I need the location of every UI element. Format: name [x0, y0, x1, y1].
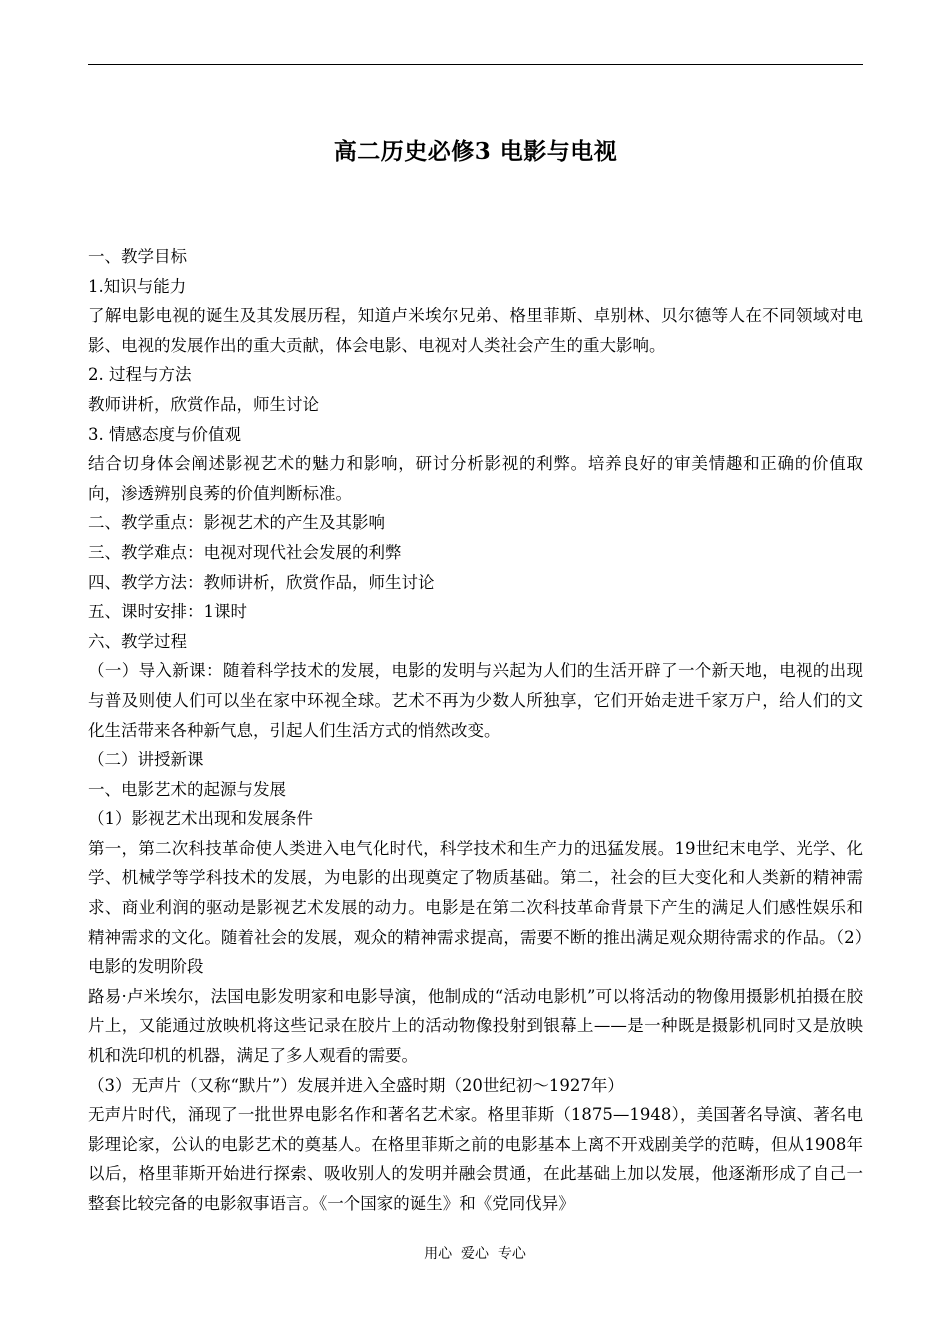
document-title: 高二历史必修3 电影与电视	[333, 138, 618, 165]
subheading-film-origin: 一、电影艺术的起源与发展	[88, 779, 286, 799]
header-rule	[88, 64, 863, 65]
subheading-new-lesson: （二）讲授新课	[88, 750, 204, 770]
subheading-knowledge: 1.知识与能力	[88, 276, 187, 296]
teaching-focus: 二、教学重点：影视艺术的产生及其影响	[88, 513, 385, 533]
subheading-silent-film: （3）无声片（又称“默片”）发展并进入全盛时期（20世纪初～1927年）	[88, 1075, 624, 1095]
paragraph-introduction: （一）导入新课：随着科学技术的发展，电影的发明与兴起为人们的生活开辟了一个新天地，电视的出现与普及则使人们可以坐在家中环视全球。艺术不再为少数人所独享，它们开始走进千家万户，给人们的文化生活带来各种新气息，引起人们生活方式的悄然改变。	[88, 661, 863, 740]
class-schedule: 五、课时安排：1课时	[88, 602, 247, 622]
document-body	[88, 242, 863, 1219]
page-footer: 用心 爱心 专心	[424, 1246, 526, 1262]
subheading-values: 3. 情感态度与价值观	[88, 424, 241, 444]
teaching-method: 四、教学方法：教师讲析，欣赏作品，师生讨论	[88, 572, 435, 592]
paragraph-knowledge: 了解电影电视的诞生及其发展历程，知道卢米埃尔兄弟、格里菲斯、卓别林、贝尔德等人在不同领域对电影、电视的发展作出的重大贡献，体会电影、电视对人类社会产生的重大影响。	[88, 306, 863, 355]
paragraph-conditions: 第一，第二次科技革命使人类进入电气化时代，科学技术和生产力的迅猛发展。19世纪末电学、光学、化学、机械学等学科技术的发展，为电影的出现奠定了物质基础。第二，社会的巨大变化和人类新的精神需求、商业利润的驱动是影视艺术发展的动力。电影是在第二次科技革命背景下产生的满足人们感性娱乐和精神需求的文化。随着社会的发展，观众的精神需求提高，需要不断的推出满足观众期待需求的作品。（2）电影的发明阶段	[88, 838, 863, 977]
teaching-difficulty: 三、教学难点：电视对现代社会发展的利弊	[88, 542, 402, 562]
section-heading-objectives: 一、教学目标	[88, 247, 187, 266]
subheading-process: 2. 过程与方法	[88, 365, 192, 385]
paragraph-griffith: 无声片时代，涌现了一批世界电影名作和著名艺术家。格里菲斯（1875—1948），美国著名导演、著名电影理论家，公认的电影艺术的奠基人。在格里菲斯之前的电影基本上离不开戏剧美学的范畴，但从1908年以后，格里菲斯开始进行探索、吸收别人的发明并融会贯通，在此基础上加以发展，他逐渐形成了自己一整套比较完备的电影叙事语言。《一个国家的诞生》和《党同伐异》	[88, 1105, 863, 1213]
section-heading-process: 六、教学过程	[88, 631, 187, 651]
paragraph-process: 教师讲析，欣赏作品，师生讨论	[88, 394, 319, 414]
paragraph-values: 结合切身体会阐述影视艺术的魅力和影响，研讨分析影视的利弊。培养良好的审美情趣和正确的价值取向，渗透辨别良莠的价值判断标准。	[88, 454, 863, 503]
paragraph-lumiere: 路易·卢米埃尔，法国电影发明家和电影导演，他制成的“活动电影机”可以将活动的物像用摄影机拍摄在胶片上，又能通过放映机将这些记录在胶片上的活动物像投射到银幕上——是一种既是摄影机同时又是放映机和洗印机的机器，满足了多人观看的需要。	[88, 986, 863, 1066]
subheading-conditions: （1）影视艺术出现和发展条件	[88, 809, 313, 829]
